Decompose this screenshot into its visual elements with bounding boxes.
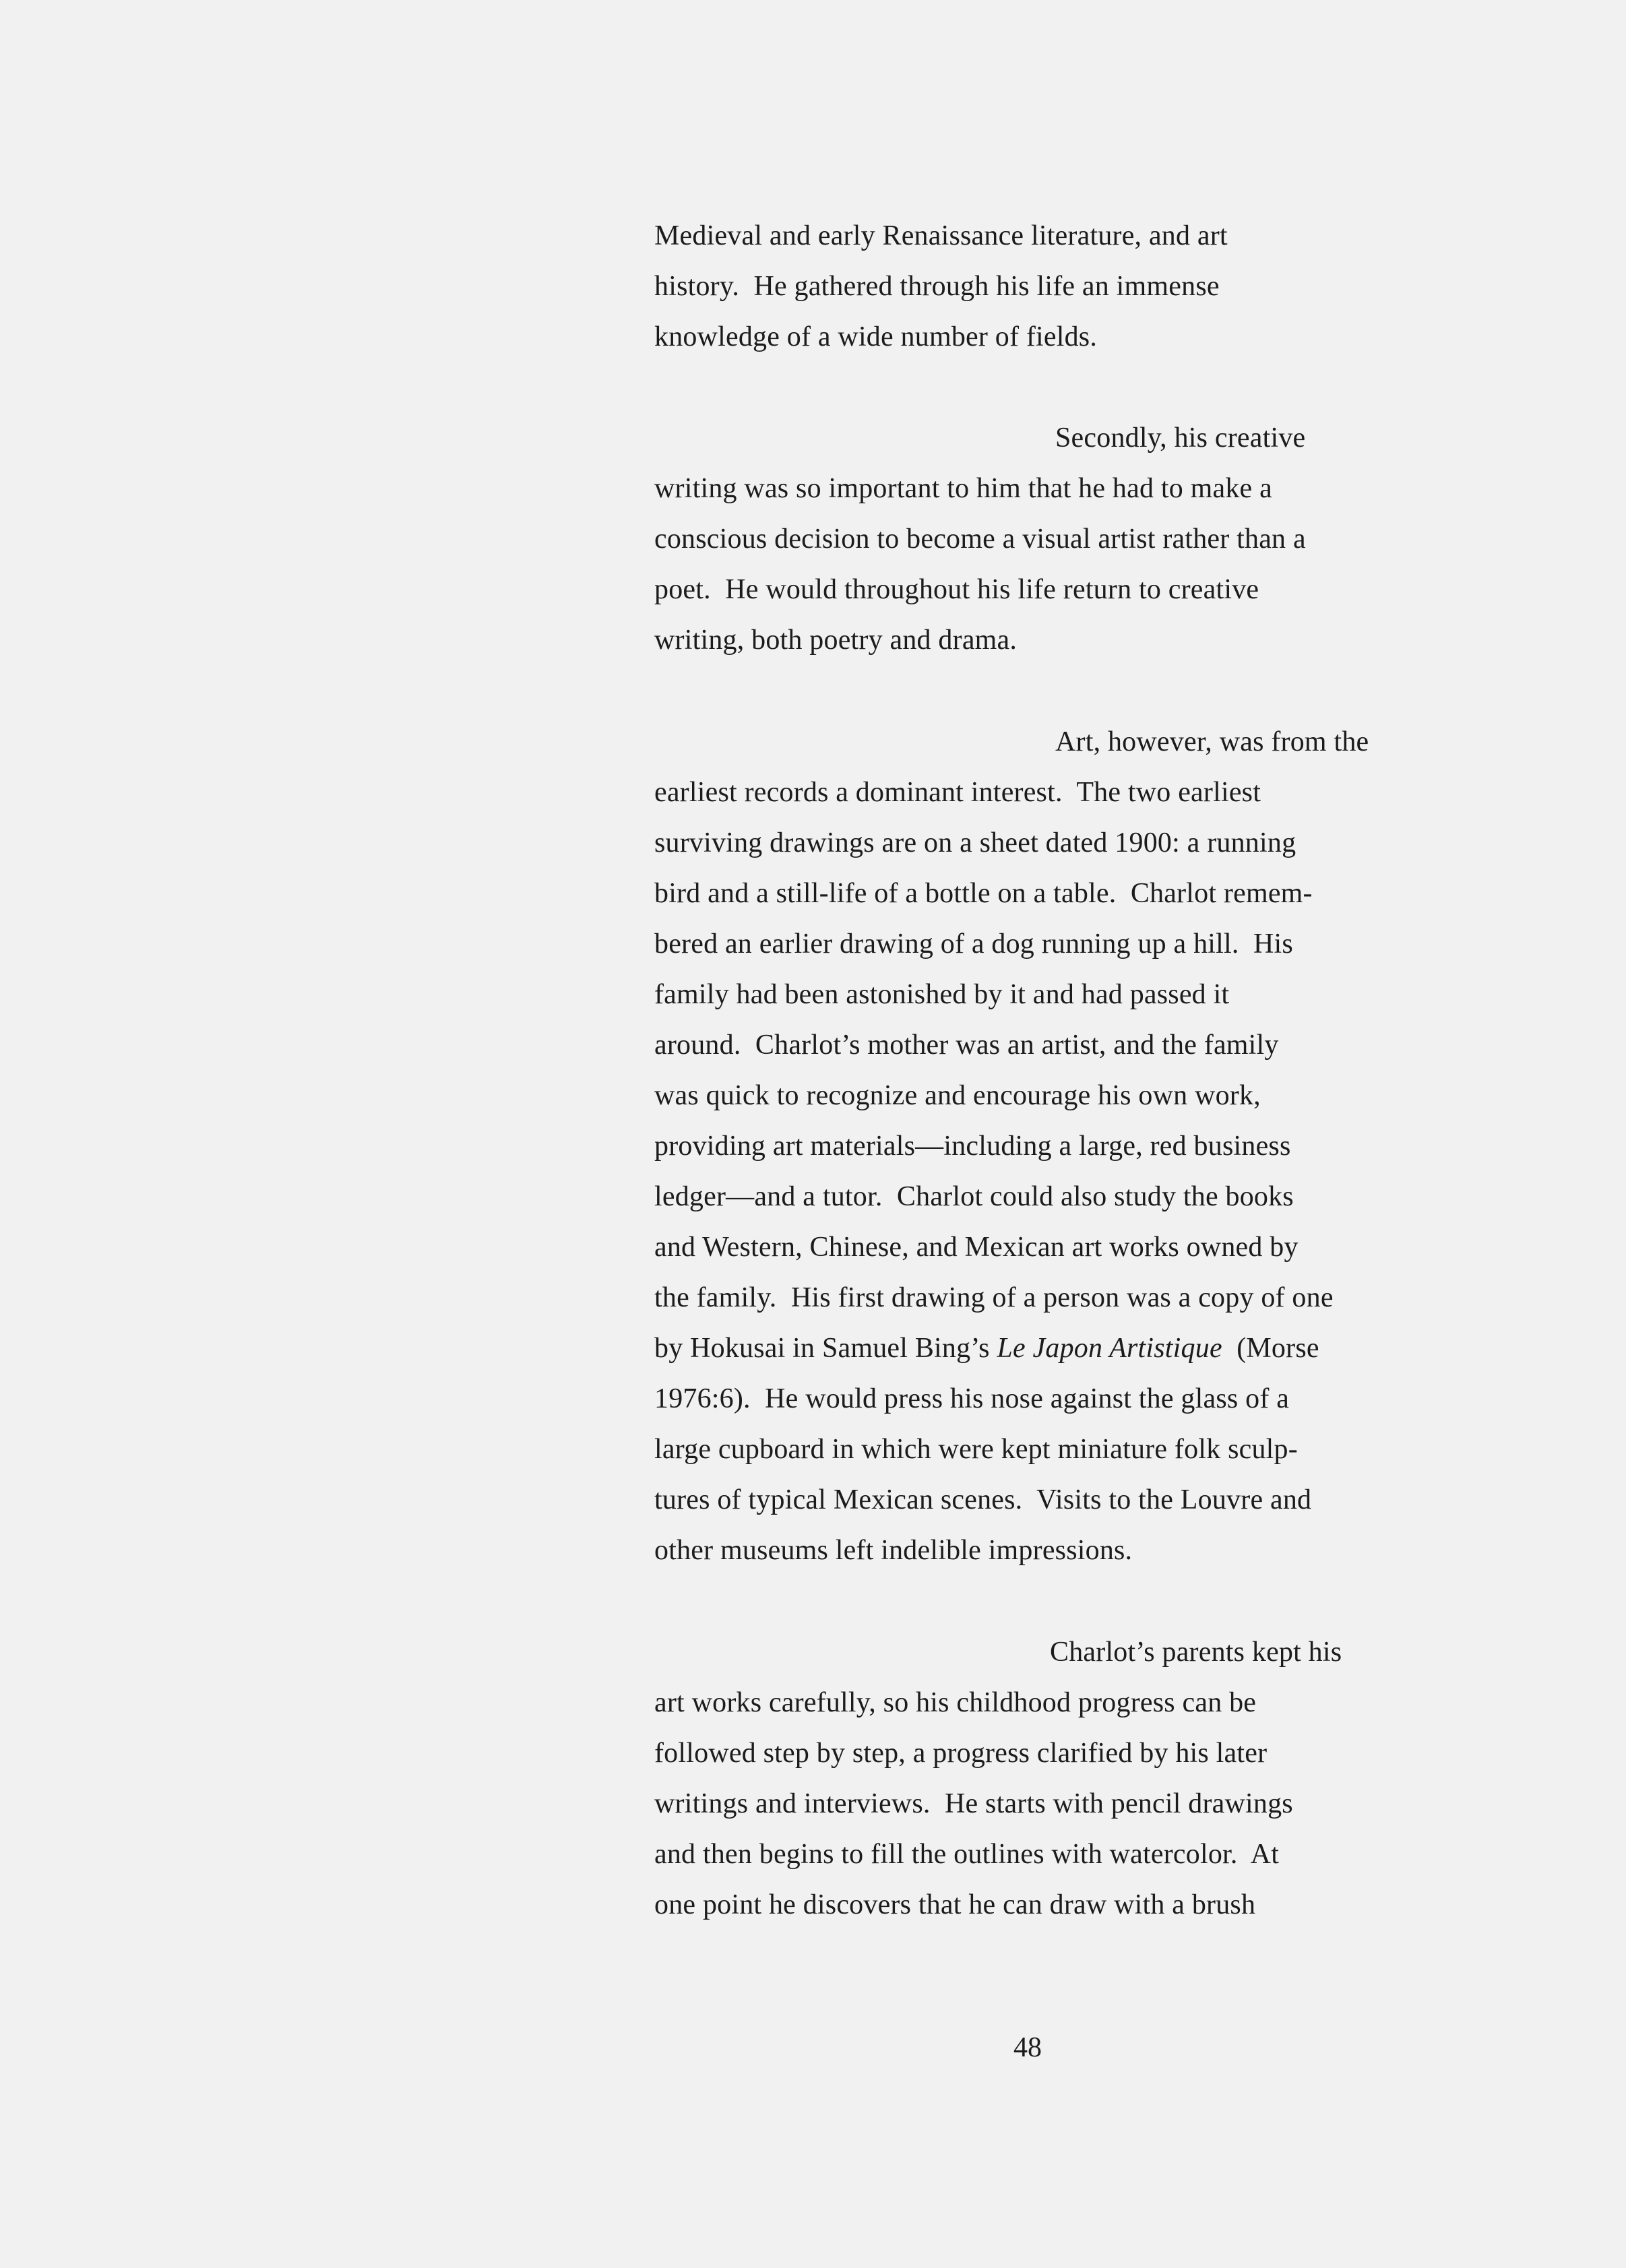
text-line: was quick to recognize and encourage his own work, — [654, 1080, 1261, 1111]
text-line: poet. He would throughout his life return to creative — [654, 574, 1259, 605]
book-title: Le Japon Artistique — [997, 1333, 1222, 1364]
text-line: writing, both poetry and drama. — [654, 625, 1018, 656]
text-line: ledger—and a tutor. Charlot could also study the books — [654, 1181, 1294, 1212]
text-line: earliest records a dominant interest. The two earliest — [654, 777, 1261, 808]
text-line: Medieval and early Renaissance literature, and art — [654, 220, 1228, 251]
text-line: other museums left indelible impressions. — [654, 1535, 1133, 1566]
text-line-indented: Secondly, his creative — [1055, 422, 1306, 453]
text-line: family had been astonished by it and had passed it — [654, 979, 1230, 1010]
text-line: and then begins to fill the outlines with watercolor. At — [654, 1839, 1280, 1870]
text-line: writing was so important to him that he had to make a — [654, 473, 1272, 504]
text-segment: (Morse — [1222, 1333, 1319, 1364]
text-line: large cupboard in which were kept miniature folk sculp- — [654, 1434, 1298, 1465]
text-line: writings and interviews. He starts with pencil drawings — [654, 1788, 1293, 1819]
text-line: the family. His first drawing of a person was a copy of one — [654, 1282, 1334, 1313]
text-line-indented: Art, however, was from the — [1055, 726, 1369, 757]
text-line: providing art materials—including a large, red business — [654, 1131, 1291, 1162]
text-line: tures of typical Mexican scenes. Visits to the Louvre and — [654, 1484, 1312, 1515]
text-line-indented: Charlot’s parents kept his — [1050, 1637, 1342, 1668]
text-line: around. Charlot’s mother was an artist, and the family — [654, 1030, 1279, 1061]
text-line: art works carefully, so his childhood progress can be — [654, 1687, 1257, 1718]
text-line: bird and a still-life of a bottle on a table. Charlot remem- — [654, 878, 1313, 909]
text-line: followed step by step, a progress clarified by his later — [654, 1738, 1268, 1769]
text-line: and Western, Chinese, and Mexican art works owned by — [654, 1232, 1299, 1263]
text-segment: by Hokusai in Samuel Bing’s — [654, 1333, 997, 1364]
text-line: surviving drawings are on a sheet dated 1900: a running — [654, 827, 1296, 858]
text-line: one point he discovers that he can draw with a brush — [654, 1889, 1256, 1920]
text-line: knowledge of a wide number of fields. — [654, 321, 1098, 352]
text-line: 1976:6). He would press his nose against the glass of a — [654, 1383, 1290, 1414]
text-line: conscious decision to become a visual artist rather than a — [654, 524, 1306, 555]
text-line: bered an earlier drawing of a dog running up a hill. His — [654, 928, 1293, 959]
page-number: 48 — [1013, 2032, 1042, 2063]
text-line-with-title — [654, 1331, 1319, 1365]
text-line: history. He gathered through his life an immense — [654, 271, 1220, 302]
